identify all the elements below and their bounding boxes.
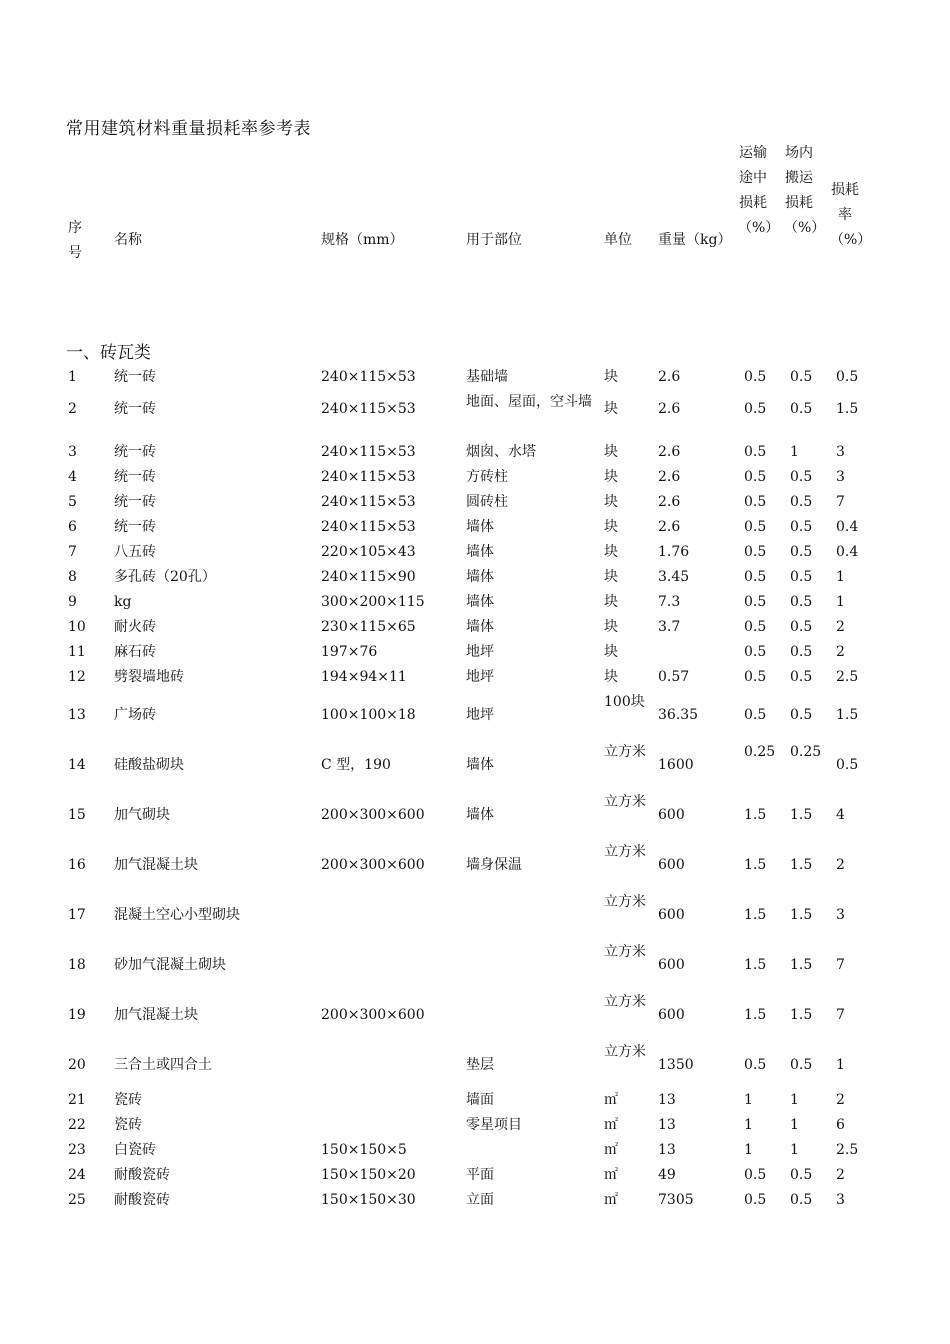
table-row [0,540,950,565]
row-number: 3 [68,444,77,460]
table-row [0,840,950,890]
row-site-loss: 1 [790,1092,799,1108]
table-row [0,1188,950,1213]
row-site-loss: 1.5 [790,907,813,923]
row-transport-loss: 0.5 [744,594,767,610]
row-number: 5 [68,494,77,510]
row-weight: 3.7 [658,619,681,635]
row-unit: 立方米 [604,994,646,1010]
row-part: 墙面 [466,1092,494,1108]
row-weight: 2.6 [658,494,681,510]
header-name: 名称 [114,232,142,248]
row-weight: 0.57 [658,669,690,685]
row-loss-rate: 2 [836,857,845,873]
row-weight: 2.6 [658,469,681,485]
table-row [0,390,950,428]
table-row [0,640,950,665]
row-loss-rate: 7 [836,957,845,973]
row-weight: 600 [658,907,685,923]
row-name: 瓷砖 [114,1092,142,1108]
row-unit: 100块 [604,694,645,710]
row-spec: 240×115×53 [321,401,416,417]
header-unit: 单位 [604,232,632,248]
row-unit: 立方米 [604,794,646,810]
row-transport-loss: 1 [744,1142,753,1158]
row-site-loss: 0.5 [790,619,813,635]
row-spec: 100×100×18 [321,707,416,723]
row-site-loss: 1.5 [790,957,813,973]
row-spec: 150×150×30 [321,1192,416,1208]
table-row [0,1040,950,1090]
row-loss-rate: 3 [836,907,845,923]
row-transport-loss: 0.5 [744,544,767,560]
page-title: 常用建筑材料重量损耗率参考表 [66,119,311,139]
row-spec: 240×115×53 [321,444,416,460]
row-number: 18 [68,957,86,973]
table-row [0,565,950,590]
row-name: 劈裂墙地砖 [114,669,184,685]
row-name: 加气混凝土块 [114,857,198,873]
row-part: 圆砖柱 [466,494,508,510]
row-site-loss: 0.5 [790,569,813,585]
row-weight: 3.45 [658,569,690,585]
table-row [0,1113,950,1138]
row-weight: 7305 [658,1192,694,1208]
row-spec: 230×115×65 [321,619,416,635]
row-part: 烟囱、水塔 [466,444,536,460]
row-name: 多孔砖（20孔） [114,569,216,585]
row-unit: ㎡ [604,1092,618,1108]
row-loss-rate: 2 [836,644,845,660]
row-part: 地坪 [466,669,494,685]
row-number: 11 [68,644,86,660]
row-loss-rate: 4 [836,807,845,823]
row-spec: 240×115×53 [321,469,416,485]
row-transport-loss: 0.5 [744,494,767,510]
row-part: 墙体 [466,619,494,635]
row-unit: 立方米 [604,894,646,910]
row-name: 硅酸盐砌块 [114,757,184,773]
row-weight: 13 [658,1117,676,1133]
row-weight: 600 [658,1007,685,1023]
row-part: 墙体 [466,519,494,535]
row-unit: 块 [604,469,618,485]
row-number: 21 [68,1092,86,1108]
row-number: 8 [68,569,77,585]
table-row [0,1138,950,1163]
row-site-loss: 0.5 [790,594,813,610]
row-loss-rate: 0.4 [836,544,859,560]
table-row [0,1088,950,1113]
row-part: 基础墙 [466,369,508,385]
row-number: 20 [68,1057,86,1073]
row-loss-rate: 1.5 [836,401,859,417]
row-transport-loss: 0.5 [744,1167,767,1183]
row-part: 地坪 [466,644,494,660]
row-loss-rate: 0.5 [836,369,859,385]
row-loss-rate: 3 [836,469,845,485]
row-unit: 块 [604,494,618,510]
row-transport-loss: 1 [744,1092,753,1108]
row-site-loss: 1 [790,1117,799,1133]
row-name: 统一砖 [114,469,156,485]
row-weight: 1600 [658,757,694,773]
row-site-loss: 0.25 [790,744,822,760]
row-number: 23 [68,1142,86,1158]
row-number: 7 [68,544,77,560]
row-site-loss: 1.5 [790,857,813,873]
row-loss-rate: 1 [836,594,845,610]
row-weight: 600 [658,957,685,973]
row-site-loss: 0.5 [790,544,813,560]
row-spec: C 型，190 [321,757,391,773]
row-site-loss: 1 [790,444,799,460]
row-spec: 240×115×53 [321,369,416,385]
row-number: 13 [68,707,86,723]
row-number: 12 [68,669,86,685]
row-name: 耐酸瓷砖 [114,1192,170,1208]
row-site-loss: 0.5 [790,644,813,660]
row-loss-rate: 2 [836,1167,845,1183]
row-name: 统一砖 [114,369,156,385]
row-unit: ㎡ [604,1117,618,1133]
row-loss-rate: 3 [836,444,845,460]
row-name: 广场砖 [114,707,156,723]
row-unit: 块 [604,519,618,535]
row-transport-loss: 1.5 [744,1007,767,1023]
row-weight: 2.6 [658,401,681,417]
row-loss-rate: 1.5 [836,707,859,723]
row-part: 地面、屋面，空斗墙 [466,394,592,410]
row-name: 耐酸瓷砖 [114,1167,170,1183]
row-transport-loss: 0.5 [744,444,767,460]
table-row [0,665,950,690]
table-row [0,990,950,1040]
header-spec: 规格（mm） [321,232,404,248]
row-number: 24 [68,1167,86,1183]
row-loss-rate: 2 [836,619,845,635]
row-loss-rate: 2 [836,1092,845,1108]
row-part: 平面 [466,1167,494,1183]
row-loss-rate: 6 [836,1117,845,1133]
row-number: 19 [68,1007,86,1023]
row-site-loss: 0.5 [790,494,813,510]
row-weight: 1350 [658,1057,694,1073]
row-number: 14 [68,757,86,773]
row-spec: 240×115×53 [321,494,416,510]
row-name: 耐火砖 [114,619,156,635]
table-row [0,590,950,615]
row-number: 10 [68,619,86,635]
row-name: 统一砖 [114,444,156,460]
row-weight: 7.3 [658,594,681,610]
row-transport-loss: 0.5 [744,569,767,585]
row-loss-rate: 7 [836,1007,845,1023]
header-part: 用于部位 [466,232,522,248]
row-number: 1 [68,369,77,385]
row-part: 垫层 [466,1057,494,1073]
row-weight: 2.6 [658,444,681,460]
row-number: 9 [68,594,77,610]
header-site-loss: 场内搬运损耗（%） [784,145,826,236]
row-transport-loss: 0.5 [744,1057,767,1073]
row-number: 6 [68,519,77,535]
row-site-loss: 0.5 [790,1192,813,1208]
row-part: 墙体 [466,594,494,610]
row-transport-loss: 1 [744,1117,753,1133]
row-number: 16 [68,857,86,873]
row-transport-loss: 0.5 [744,369,767,385]
row-unit: ㎡ [604,1167,618,1183]
table-row [0,890,950,940]
header-no: 序号 [68,220,82,261]
row-unit: 立方米 [604,844,646,860]
row-site-loss: 0.5 [790,1057,813,1073]
row-name: 瓷砖 [114,1117,142,1133]
row-name: 砂加气混凝土砌块 [114,957,226,973]
table-row [0,515,950,540]
table-row [0,690,950,740]
row-name: 三合土或四合土 [114,1057,212,1073]
row-site-loss: 1.5 [790,1007,813,1023]
row-unit: 立方米 [604,944,646,960]
row-site-loss: 1 [790,1142,799,1158]
table-row [0,365,950,390]
row-number: 15 [68,807,86,823]
row-number: 22 [68,1117,86,1133]
table-row [0,615,950,640]
row-weight: 600 [658,807,685,823]
row-number: 17 [68,907,86,923]
row-loss-rate: 2.5 [836,1142,859,1158]
row-transport-loss: 1.5 [744,807,767,823]
table-row [0,740,950,790]
row-spec: 200×300×600 [321,807,425,823]
row-site-loss: 0.5 [790,519,813,535]
row-transport-loss: 1.5 [744,907,767,923]
row-unit: 立方米 [604,1044,646,1060]
row-spec: 150×150×20 [321,1167,416,1183]
row-spec: 194×94×11 [321,669,407,685]
row-name: 白瓷砖 [114,1142,156,1158]
header-weight: 重量（kg） [658,232,732,248]
row-weight: 13 [658,1142,676,1158]
row-transport-loss: 1.5 [744,857,767,873]
row-loss-rate: 1 [836,569,845,585]
row-loss-rate: 3 [836,1192,845,1208]
row-name: 八五砖 [114,544,156,560]
header-loss-rate: 损耗率（%） [830,182,872,248]
row-part: 墙体 [466,807,494,823]
row-name: kg [114,594,132,610]
row-transport-loss: 0.5 [744,519,767,535]
row-transport-loss: 0.5 [744,401,767,417]
row-spec: 200×300×600 [321,857,425,873]
row-spec: 240×115×53 [321,519,416,535]
row-weight: 2.6 [658,519,681,535]
row-unit: 块 [604,669,618,685]
table-row [0,940,950,990]
row-unit: 立方米 [604,744,646,760]
row-unit: 块 [604,569,618,585]
row-number: 4 [68,469,77,485]
row-unit: 块 [604,401,618,417]
row-unit: 块 [604,644,618,660]
row-site-loss: 0.5 [790,401,813,417]
row-site-loss: 1.5 [790,807,813,823]
row-spec: 150×150×5 [321,1142,407,1158]
row-name: 统一砖 [114,519,156,535]
row-spec: 240×115×90 [321,569,416,585]
table-row [0,490,950,515]
row-part: 墙体 [466,544,494,560]
table-row [0,790,950,840]
row-loss-rate: 0.4 [836,519,859,535]
row-loss-rate: 7 [836,494,845,510]
row-part: 墙体 [466,569,494,585]
row-spec: 300×200×115 [321,594,425,610]
row-weight: 49 [658,1167,676,1183]
row-transport-loss: 0.5 [744,644,767,660]
row-weight: 600 [658,857,685,873]
row-site-loss: 0.5 [790,707,813,723]
row-transport-loss: 0.5 [744,707,767,723]
row-name: 统一砖 [114,401,156,417]
row-spec: 220×105×43 [321,544,416,560]
row-transport-loss: 0.25 [744,744,776,760]
row-transport-loss: 0.5 [744,669,767,685]
row-site-loss: 0.5 [790,469,813,485]
row-spec: 200×300×600 [321,1007,425,1023]
row-name: 加气混凝土块 [114,1007,198,1023]
row-number: 2 [68,401,77,417]
row-weight: 1.76 [658,544,690,560]
row-loss-rate: 1 [836,1057,845,1073]
row-part: 立面 [466,1192,494,1208]
row-loss-rate: 2.5 [836,669,859,685]
table-row [0,1163,950,1188]
row-unit: 块 [604,444,618,460]
row-name: 统一砖 [114,494,156,510]
row-transport-loss: 1.5 [744,957,767,973]
header-transport-loss: 运输途中损耗（%） [738,145,780,236]
row-part: 墙体 [466,757,494,773]
row-unit: 块 [604,369,618,385]
row-unit: 块 [604,619,618,635]
row-part: 方砖柱 [466,469,508,485]
row-spec: 197×76 [321,644,378,660]
row-part: 零星项目 [466,1117,522,1133]
table-row [0,465,950,490]
row-weight: 13 [658,1092,676,1108]
row-part: 地坪 [466,707,494,723]
row-transport-loss: 0.5 [744,619,767,635]
row-unit: ㎡ [604,1142,618,1158]
row-site-loss: 0.5 [790,369,813,385]
row-name: 麻石砖 [114,644,156,660]
row-name: 混凝土空心小型砌块 [114,907,240,923]
row-number: 25 [68,1192,86,1208]
section-heading: 一、砖瓦类 [66,343,151,363]
row-transport-loss: 0.5 [744,469,767,485]
row-weight: 36.35 [658,707,699,723]
row-unit: 块 [604,594,618,610]
row-unit: 块 [604,544,618,560]
row-loss-rate: 0.5 [836,757,859,773]
row-unit: ㎡ [604,1192,618,1208]
row-part: 墙身保温 [466,857,522,873]
row-name: 加气砌块 [114,807,170,823]
row-transport-loss: 0.5 [744,1192,767,1208]
row-weight: 2.6 [658,369,681,385]
row-site-loss: 0.5 [790,669,813,685]
table-row [0,440,950,465]
row-site-loss: 0.5 [790,1167,813,1183]
